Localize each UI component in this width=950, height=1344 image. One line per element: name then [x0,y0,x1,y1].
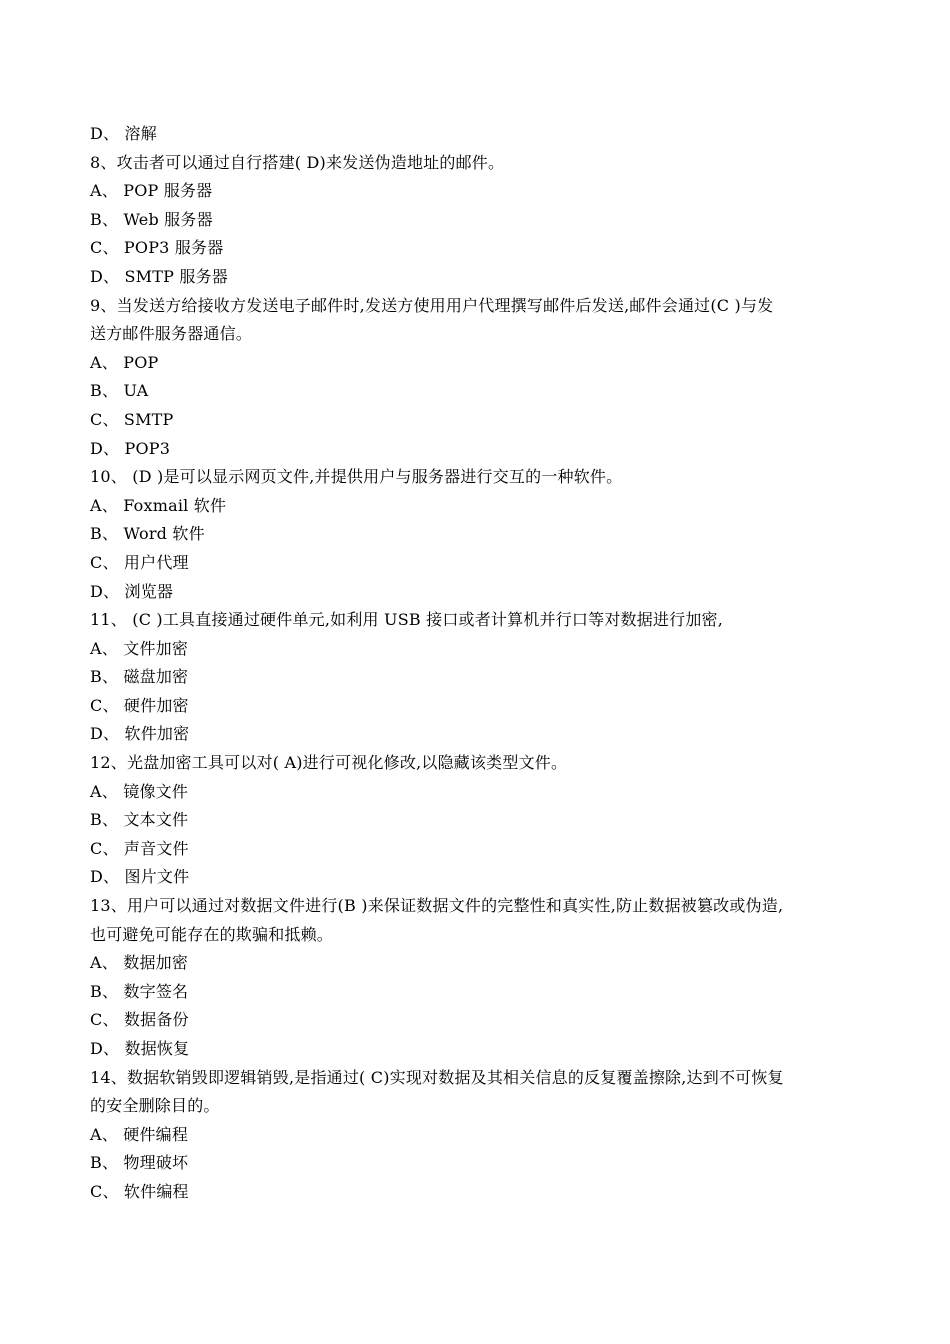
question-text: 送方邮件服务器通信。 [90,324,253,344]
answer-option: D、 软件加密 [90,724,190,744]
question-text: 10、 (D )是可以显示网页文件,并提供用户与服务器进行交互的一种软件。 [90,467,623,487]
answer-option: C、 POP3 服务器 [90,238,224,258]
answer-option: A、 文件加密 [90,638,189,658]
answer-option: C、 SMTP [90,409,174,429]
answer-option: A、 镜像文件 [90,781,189,801]
answer-option: B、 磁盘加密 [90,667,189,687]
answer-option: A、 POP 服务器 [90,181,213,201]
question-text: 12、光盘加密工具可以对( A)进行可视化修改,以隐藏该类型文件。 [90,753,568,773]
answer-option: C、 数据备份 [90,1010,189,1030]
answer-option: B、 Web 服务器 [90,209,213,229]
question-text: 9、当发送方给接收方发送电子邮件时,发送方使用用户代理撰写邮件后发送,邮件会通过(C )与发 [90,295,774,315]
answer-option: A、 硬件编程 [90,1124,189,1144]
answer-option: C、 硬件加密 [90,695,189,715]
answer-option: C、 用户代理 [90,552,189,572]
answer-option: D、 POP3 [90,438,171,458]
answer-option: B、 物理破坏 [90,1153,189,1173]
answer-option: B、 文本文件 [90,810,189,830]
answer-option: A、 数据加密 [90,953,189,973]
answer-option: D、 浏览器 [90,581,174,601]
question-text: 14、数据软销毁即逻辑销毁,是指通过( C)实现对数据及其相关信息的反复覆盖擦除,达到不可恢复 [90,1067,784,1087]
answer-option: A、 POP [90,352,159,372]
answer-option: B、 数字签名 [90,981,189,1001]
answer-option: D、 SMTP 服务器 [90,266,228,286]
question-text: 8、攻击者可以通过自行搭建( D)来发送伪造地址的邮件。 [90,152,505,172]
question-text: 的安全删除目的。 [90,1096,220,1116]
answer-option: D、 溶解 [90,124,157,143]
answer-option: D、 数据恢复 [90,1039,190,1058]
answer-option: B、 Word 软件 [90,524,205,544]
document-page [90,120,850,1207]
question-text: 13、用户可以通过对数据文件进行(B )来保证数据文件的完整性和真实性,防止数据被篡改或伪造, [90,896,784,916]
answer-option: B、 UA [90,381,149,401]
question-text: 11、 (C )工具直接通过硬件单元,如利用 USB 接口或者计算机并行口等对数据进行加密, [90,610,724,630]
answer-option: D、 图片文件 [90,867,190,887]
answer-option: A、 Foxmail 软件 [90,495,227,515]
answer-option: C、 声音文件 [90,838,189,858]
question-text: 也可避免可能存在的欺骗和抵赖。 [90,924,334,944]
answer-option: C、 软件编程 [90,1181,189,1201]
